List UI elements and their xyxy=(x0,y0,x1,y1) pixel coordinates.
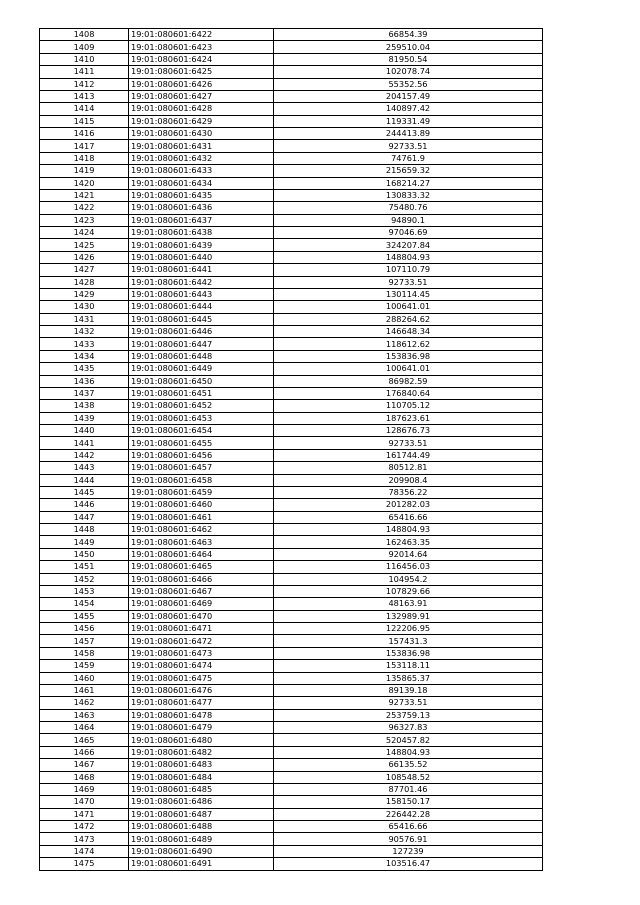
row-number-cell: 1469 xyxy=(40,783,129,795)
value-cell: 66135.52 xyxy=(274,759,543,771)
cadastral-number-cell: 19:01:080601:6479 xyxy=(129,722,274,734)
row-number-cell: 1468 xyxy=(40,771,129,783)
row-number-cell: 1464 xyxy=(40,722,129,734)
table-row xyxy=(40,66,543,78)
value-cell: 135865.37 xyxy=(274,672,543,684)
row-number-cell: 1418 xyxy=(40,152,129,164)
value-cell: 153118.11 xyxy=(274,660,543,672)
table-row xyxy=(40,759,543,771)
row-number-cell: 1432 xyxy=(40,326,129,338)
value-cell: 96327.83 xyxy=(274,722,543,734)
value-cell: 92733.51 xyxy=(274,697,543,709)
row-number-cell: 1452 xyxy=(40,573,129,585)
row-number-cell: 1445 xyxy=(40,486,129,498)
value-cell: 92014.64 xyxy=(274,548,543,560)
cadastral-number-cell: 19:01:080601:6491 xyxy=(129,858,274,870)
table-row xyxy=(40,41,543,53)
row-number-cell: 1454 xyxy=(40,598,129,610)
row-number-cell: 1426 xyxy=(40,251,129,263)
table-row xyxy=(40,610,543,622)
cadastral-number-cell: 19:01:080601:6442 xyxy=(129,276,274,288)
table-row xyxy=(40,821,543,833)
cadastral-number-cell: 19:01:080601:6490 xyxy=(129,845,274,857)
table-row xyxy=(40,858,543,870)
value-cell: 89139.18 xyxy=(274,684,543,696)
row-number-cell: 1437 xyxy=(40,387,129,399)
cadastral-number-cell: 19:01:080601:6484 xyxy=(129,771,274,783)
table-row xyxy=(40,338,543,350)
cadastral-number-cell: 19:01:080601:6476 xyxy=(129,684,274,696)
table-row xyxy=(40,363,543,375)
cadastral-number-cell: 19:01:080601:6430 xyxy=(129,128,274,140)
value-cell: 90576.91 xyxy=(274,833,543,845)
value-cell: 176840.64 xyxy=(274,387,543,399)
row-number-cell: 1414 xyxy=(40,103,129,115)
cadastral-number-cell: 19:01:080601:6488 xyxy=(129,821,274,833)
value-cell: 158150.17 xyxy=(274,796,543,808)
table-row xyxy=(40,53,543,65)
value-cell: 148804.93 xyxy=(274,524,543,536)
cadastral-number-cell: 19:01:080601:6448 xyxy=(129,350,274,362)
table-row xyxy=(40,165,543,177)
cadastral-number-cell: 19:01:080601:6480 xyxy=(129,734,274,746)
table-row xyxy=(40,301,543,313)
row-number-cell: 1438 xyxy=(40,400,129,412)
row-number-cell: 1448 xyxy=(40,524,129,536)
table-row xyxy=(40,499,543,511)
row-number-cell: 1453 xyxy=(40,585,129,597)
value-cell: 107829.66 xyxy=(274,585,543,597)
value-cell: 80512.81 xyxy=(274,462,543,474)
table-row xyxy=(40,425,543,437)
cadastral-number-cell: 19:01:080601:6473 xyxy=(129,647,274,659)
cadastral-number-cell: 19:01:080601:6475 xyxy=(129,672,274,684)
table-row xyxy=(40,239,543,251)
row-number-cell: 1410 xyxy=(40,53,129,65)
cadastral-number-cell: 19:01:080601:6470 xyxy=(129,610,274,622)
row-number-cell: 1449 xyxy=(40,536,129,548)
table-row xyxy=(40,326,543,338)
value-cell: 209908.4 xyxy=(274,474,543,486)
value-cell: 102078.74 xyxy=(274,66,543,78)
table-row xyxy=(40,400,543,412)
value-cell: 288264.62 xyxy=(274,313,543,325)
cadastral-number-cell: 19:01:080601:6440 xyxy=(129,251,274,263)
row-number-cell: 1440 xyxy=(40,425,129,437)
row-number-cell: 1443 xyxy=(40,462,129,474)
cadastral-number-cell: 19:01:080601:6422 xyxy=(129,29,274,41)
cadastral-number-cell: 19:01:080601:6456 xyxy=(129,449,274,461)
value-cell: 108548.52 xyxy=(274,771,543,783)
row-number-cell: 1417 xyxy=(40,140,129,152)
value-cell: 65416.66 xyxy=(274,821,543,833)
row-number-cell: 1425 xyxy=(40,239,129,251)
row-number-cell: 1419 xyxy=(40,165,129,177)
table-row xyxy=(40,585,543,597)
row-number-cell: 1429 xyxy=(40,288,129,300)
table-row xyxy=(40,660,543,672)
cadastral-number-cell: 19:01:080601:6423 xyxy=(129,41,274,53)
row-number-cell: 1450 xyxy=(40,548,129,560)
table-row xyxy=(40,808,543,820)
value-cell: 215659.32 xyxy=(274,165,543,177)
value-cell: 119331.49 xyxy=(274,115,543,127)
value-cell: 140897.42 xyxy=(274,103,543,115)
value-cell: 92733.51 xyxy=(274,276,543,288)
table-row xyxy=(40,561,543,573)
value-cell: 86982.59 xyxy=(274,375,543,387)
cadastral-number-cell: 19:01:080601:6435 xyxy=(129,189,274,201)
table-row xyxy=(40,115,543,127)
cadastral-number-cell: 19:01:080601:6460 xyxy=(129,499,274,511)
row-number-cell: 1431 xyxy=(40,313,129,325)
table-row xyxy=(40,177,543,189)
row-number-cell: 1441 xyxy=(40,437,129,449)
cadastral-number-cell: 19:01:080601:6458 xyxy=(129,474,274,486)
value-cell: 66854.39 xyxy=(274,29,543,41)
value-cell: 146648.34 xyxy=(274,326,543,338)
table-row xyxy=(40,722,543,734)
table-row xyxy=(40,140,543,152)
cadastral-number-cell: 19:01:080601:6466 xyxy=(129,573,274,585)
value-cell: 162463.35 xyxy=(274,536,543,548)
value-cell: 130114.45 xyxy=(274,288,543,300)
cadastral-number-cell: 19:01:080601:6433 xyxy=(129,165,274,177)
value-cell: 75480.76 xyxy=(274,202,543,214)
row-number-cell: 1439 xyxy=(40,412,129,424)
table-row xyxy=(40,796,543,808)
row-number-cell: 1412 xyxy=(40,78,129,90)
cadastral-number-cell: 19:01:080601:6477 xyxy=(129,697,274,709)
value-cell: 97046.69 xyxy=(274,227,543,239)
cadastral-number-cell: 19:01:080601:6489 xyxy=(129,833,274,845)
table-row xyxy=(40,462,543,474)
cadastral-number-cell: 19:01:080601:6457 xyxy=(129,462,274,474)
table-row xyxy=(40,189,543,201)
value-cell: 127239 xyxy=(274,845,543,857)
table-row xyxy=(40,511,543,523)
row-number-cell: 1455 xyxy=(40,610,129,622)
value-cell: 81950.54 xyxy=(274,53,543,65)
row-number-cell: 1458 xyxy=(40,647,129,659)
value-cell: 168214.27 xyxy=(274,177,543,189)
cadastral-number-cell: 19:01:080601:6424 xyxy=(129,53,274,65)
cadastral-number-cell: 19:01:080601:6452 xyxy=(129,400,274,412)
value-cell: 107110.79 xyxy=(274,264,543,276)
cadastral-number-cell: 19:01:080601:6429 xyxy=(129,115,274,127)
row-number-cell: 1434 xyxy=(40,350,129,362)
table-row xyxy=(40,276,543,288)
row-number-cell: 1424 xyxy=(40,227,129,239)
row-number-cell: 1471 xyxy=(40,808,129,820)
cadastral-number-cell: 19:01:080601:6462 xyxy=(129,524,274,536)
row-number-cell: 1421 xyxy=(40,189,129,201)
value-cell: 65416.66 xyxy=(274,511,543,523)
table-row xyxy=(40,746,543,758)
value-cell: 132989.91 xyxy=(274,610,543,622)
row-number-cell: 1446 xyxy=(40,499,129,511)
value-cell: 259510.04 xyxy=(274,41,543,53)
cadastral-number-cell: 19:01:080601:6438 xyxy=(129,227,274,239)
cadastral-number-cell: 19:01:080601:6425 xyxy=(129,66,274,78)
value-cell: 100641.01 xyxy=(274,363,543,375)
value-cell: 74761.9 xyxy=(274,152,543,164)
row-number-cell: 1427 xyxy=(40,264,129,276)
value-cell: 204157.49 xyxy=(274,90,543,102)
row-number-cell: 1442 xyxy=(40,449,129,461)
value-cell: 55352.56 xyxy=(274,78,543,90)
row-number-cell: 1408 xyxy=(40,29,129,41)
value-cell: 118612.62 xyxy=(274,338,543,350)
table-row xyxy=(40,387,543,399)
table-row xyxy=(40,437,543,449)
table-row xyxy=(40,598,543,610)
table-row xyxy=(40,202,543,214)
table-row xyxy=(40,128,543,140)
cadastral-number-cell: 19:01:080601:6437 xyxy=(129,214,274,226)
table-row xyxy=(40,734,543,746)
table-row xyxy=(40,264,543,276)
value-cell: 116456.03 xyxy=(274,561,543,573)
cadastral-number-cell: 19:01:080601:6449 xyxy=(129,363,274,375)
cadastral-number-cell: 19:01:080601:6467 xyxy=(129,585,274,597)
row-number-cell: 1420 xyxy=(40,177,129,189)
table-row xyxy=(40,412,543,424)
table-row xyxy=(40,573,543,585)
table-row xyxy=(40,845,543,857)
table-row xyxy=(40,536,543,548)
row-number-cell: 1444 xyxy=(40,474,129,486)
row-number-cell: 1423 xyxy=(40,214,129,226)
row-number-cell: 1415 xyxy=(40,115,129,127)
row-number-cell: 1470 xyxy=(40,796,129,808)
cadastral-number-cell: 19:01:080601:6478 xyxy=(129,709,274,721)
table-row xyxy=(40,29,543,41)
cadastral-number-cell: 19:01:080601:6474 xyxy=(129,660,274,672)
cadastral-number-cell: 19:01:080601:6487 xyxy=(129,808,274,820)
cadastral-number-cell: 19:01:080601:6465 xyxy=(129,561,274,573)
table-row xyxy=(40,635,543,647)
row-number-cell: 1472 xyxy=(40,821,129,833)
row-number-cell: 1422 xyxy=(40,202,129,214)
value-cell: 253759.13 xyxy=(274,709,543,721)
row-number-cell: 1461 xyxy=(40,684,129,696)
value-cell: 520457.82 xyxy=(274,734,543,746)
row-number-cell: 1428 xyxy=(40,276,129,288)
cadastral-number-cell: 19:01:080601:6463 xyxy=(129,536,274,548)
cadastral-number-cell: 19:01:080601:6444 xyxy=(129,301,274,313)
cadastral-number-cell: 19:01:080601:6441 xyxy=(129,264,274,276)
value-cell: 128676.73 xyxy=(274,425,543,437)
value-cell: 226442.28 xyxy=(274,808,543,820)
table-row xyxy=(40,672,543,684)
table-row xyxy=(40,449,543,461)
value-cell: 103516.47 xyxy=(274,858,543,870)
cadastral-number-cell: 19:01:080601:6450 xyxy=(129,375,274,387)
value-cell: 122206.95 xyxy=(274,623,543,635)
value-cell: 148804.93 xyxy=(274,746,543,758)
cadastral-number-cell: 19:01:080601:6439 xyxy=(129,239,274,251)
cadastral-number-cell: 19:01:080601:6453 xyxy=(129,412,274,424)
value-cell: 324207.84 xyxy=(274,239,543,251)
value-cell: 100641.01 xyxy=(274,301,543,313)
value-cell: 157431.3 xyxy=(274,635,543,647)
row-number-cell: 1409 xyxy=(40,41,129,53)
value-cell: 161744.49 xyxy=(274,449,543,461)
value-cell: 153836.98 xyxy=(274,647,543,659)
table-row xyxy=(40,783,543,795)
cadastral-number-cell: 19:01:080601:6482 xyxy=(129,746,274,758)
cadastral-number-cell: 19:01:080601:6485 xyxy=(129,783,274,795)
row-number-cell: 1413 xyxy=(40,90,129,102)
row-number-cell: 1474 xyxy=(40,845,129,857)
table-row xyxy=(40,78,543,90)
cadastral-number-cell: 19:01:080601:6431 xyxy=(129,140,274,152)
cadastral-number-cell: 19:01:080601:6447 xyxy=(129,338,274,350)
table-row xyxy=(40,103,543,115)
cadastral-number-cell: 19:01:080601:6483 xyxy=(129,759,274,771)
table-row xyxy=(40,251,543,263)
row-number-cell: 1460 xyxy=(40,672,129,684)
value-cell: 78356.22 xyxy=(274,486,543,498)
row-number-cell: 1463 xyxy=(40,709,129,721)
value-cell: 92733.51 xyxy=(274,140,543,152)
cadastral-number-cell: 19:01:080601:6459 xyxy=(129,486,274,498)
row-number-cell: 1451 xyxy=(40,561,129,573)
row-number-cell: 1416 xyxy=(40,128,129,140)
table-body xyxy=(40,29,543,871)
row-number-cell: 1457 xyxy=(40,635,129,647)
table-row xyxy=(40,227,543,239)
table-row xyxy=(40,709,543,721)
row-number-cell: 1447 xyxy=(40,511,129,523)
table-row xyxy=(40,350,543,362)
row-number-cell: 1436 xyxy=(40,375,129,387)
table-row xyxy=(40,90,543,102)
value-cell: 92733.51 xyxy=(274,437,543,449)
cadastral-number-cell: 19:01:080601:6464 xyxy=(129,548,274,560)
cadastral-number-cell: 19:01:080601:6434 xyxy=(129,177,274,189)
cadastral-number-cell: 19:01:080601:6451 xyxy=(129,387,274,399)
table-row xyxy=(40,771,543,783)
value-cell: 201282.03 xyxy=(274,499,543,511)
value-cell: 153836.98 xyxy=(274,350,543,362)
value-cell: 48163.91 xyxy=(274,598,543,610)
data-table xyxy=(39,28,543,871)
row-number-cell: 1411 xyxy=(40,66,129,78)
value-cell: 87701.46 xyxy=(274,783,543,795)
cadastral-number-cell: 19:01:080601:6428 xyxy=(129,103,274,115)
table-row xyxy=(40,524,543,536)
row-number-cell: 1435 xyxy=(40,363,129,375)
cadastral-number-cell: 19:01:080601:6432 xyxy=(129,152,274,164)
table-row xyxy=(40,548,543,560)
row-number-cell: 1475 xyxy=(40,858,129,870)
table-row xyxy=(40,684,543,696)
cadastral-number-cell: 19:01:080601:6427 xyxy=(129,90,274,102)
cadastral-number-cell: 19:01:080601:6469 xyxy=(129,598,274,610)
table-row xyxy=(40,313,543,325)
row-number-cell: 1466 xyxy=(40,746,129,758)
value-cell: 110705.12 xyxy=(274,400,543,412)
row-number-cell: 1467 xyxy=(40,759,129,771)
cadastral-number-cell: 19:01:080601:6445 xyxy=(129,313,274,325)
cadastral-number-cell: 19:01:080601:6461 xyxy=(129,511,274,523)
row-number-cell: 1459 xyxy=(40,660,129,672)
cadastral-number-cell: 19:01:080601:6454 xyxy=(129,425,274,437)
value-cell: 94890.1 xyxy=(274,214,543,226)
table-row xyxy=(40,486,543,498)
table-row xyxy=(40,623,543,635)
row-number-cell: 1433 xyxy=(40,338,129,350)
table-row xyxy=(40,214,543,226)
table-row xyxy=(40,474,543,486)
table-row xyxy=(40,288,543,300)
table-row xyxy=(40,697,543,709)
table-row xyxy=(40,152,543,164)
cadastral-number-cell: 19:01:080601:6471 xyxy=(129,623,274,635)
value-cell: 244413.89 xyxy=(274,128,543,140)
cadastral-number-cell: 19:01:080601:6455 xyxy=(129,437,274,449)
row-number-cell: 1473 xyxy=(40,833,129,845)
table-row xyxy=(40,647,543,659)
cadastral-number-cell: 19:01:080601:6426 xyxy=(129,78,274,90)
row-number-cell: 1430 xyxy=(40,301,129,313)
cadastral-number-cell: 19:01:080601:6443 xyxy=(129,288,274,300)
cadastral-number-cell: 19:01:080601:6472 xyxy=(129,635,274,647)
table-row xyxy=(40,375,543,387)
row-number-cell: 1456 xyxy=(40,623,129,635)
table-row xyxy=(40,833,543,845)
value-cell: 130833.32 xyxy=(274,189,543,201)
row-number-cell: 1462 xyxy=(40,697,129,709)
cadastral-number-cell: 19:01:080601:6446 xyxy=(129,326,274,338)
cadastral-number-cell: 19:01:080601:6486 xyxy=(129,796,274,808)
value-cell: 187623.61 xyxy=(274,412,543,424)
row-number-cell: 1465 xyxy=(40,734,129,746)
value-cell: 104954.2 xyxy=(274,573,543,585)
cadastral-number-cell: 19:01:080601:6436 xyxy=(129,202,274,214)
value-cell: 148804.93 xyxy=(274,251,543,263)
